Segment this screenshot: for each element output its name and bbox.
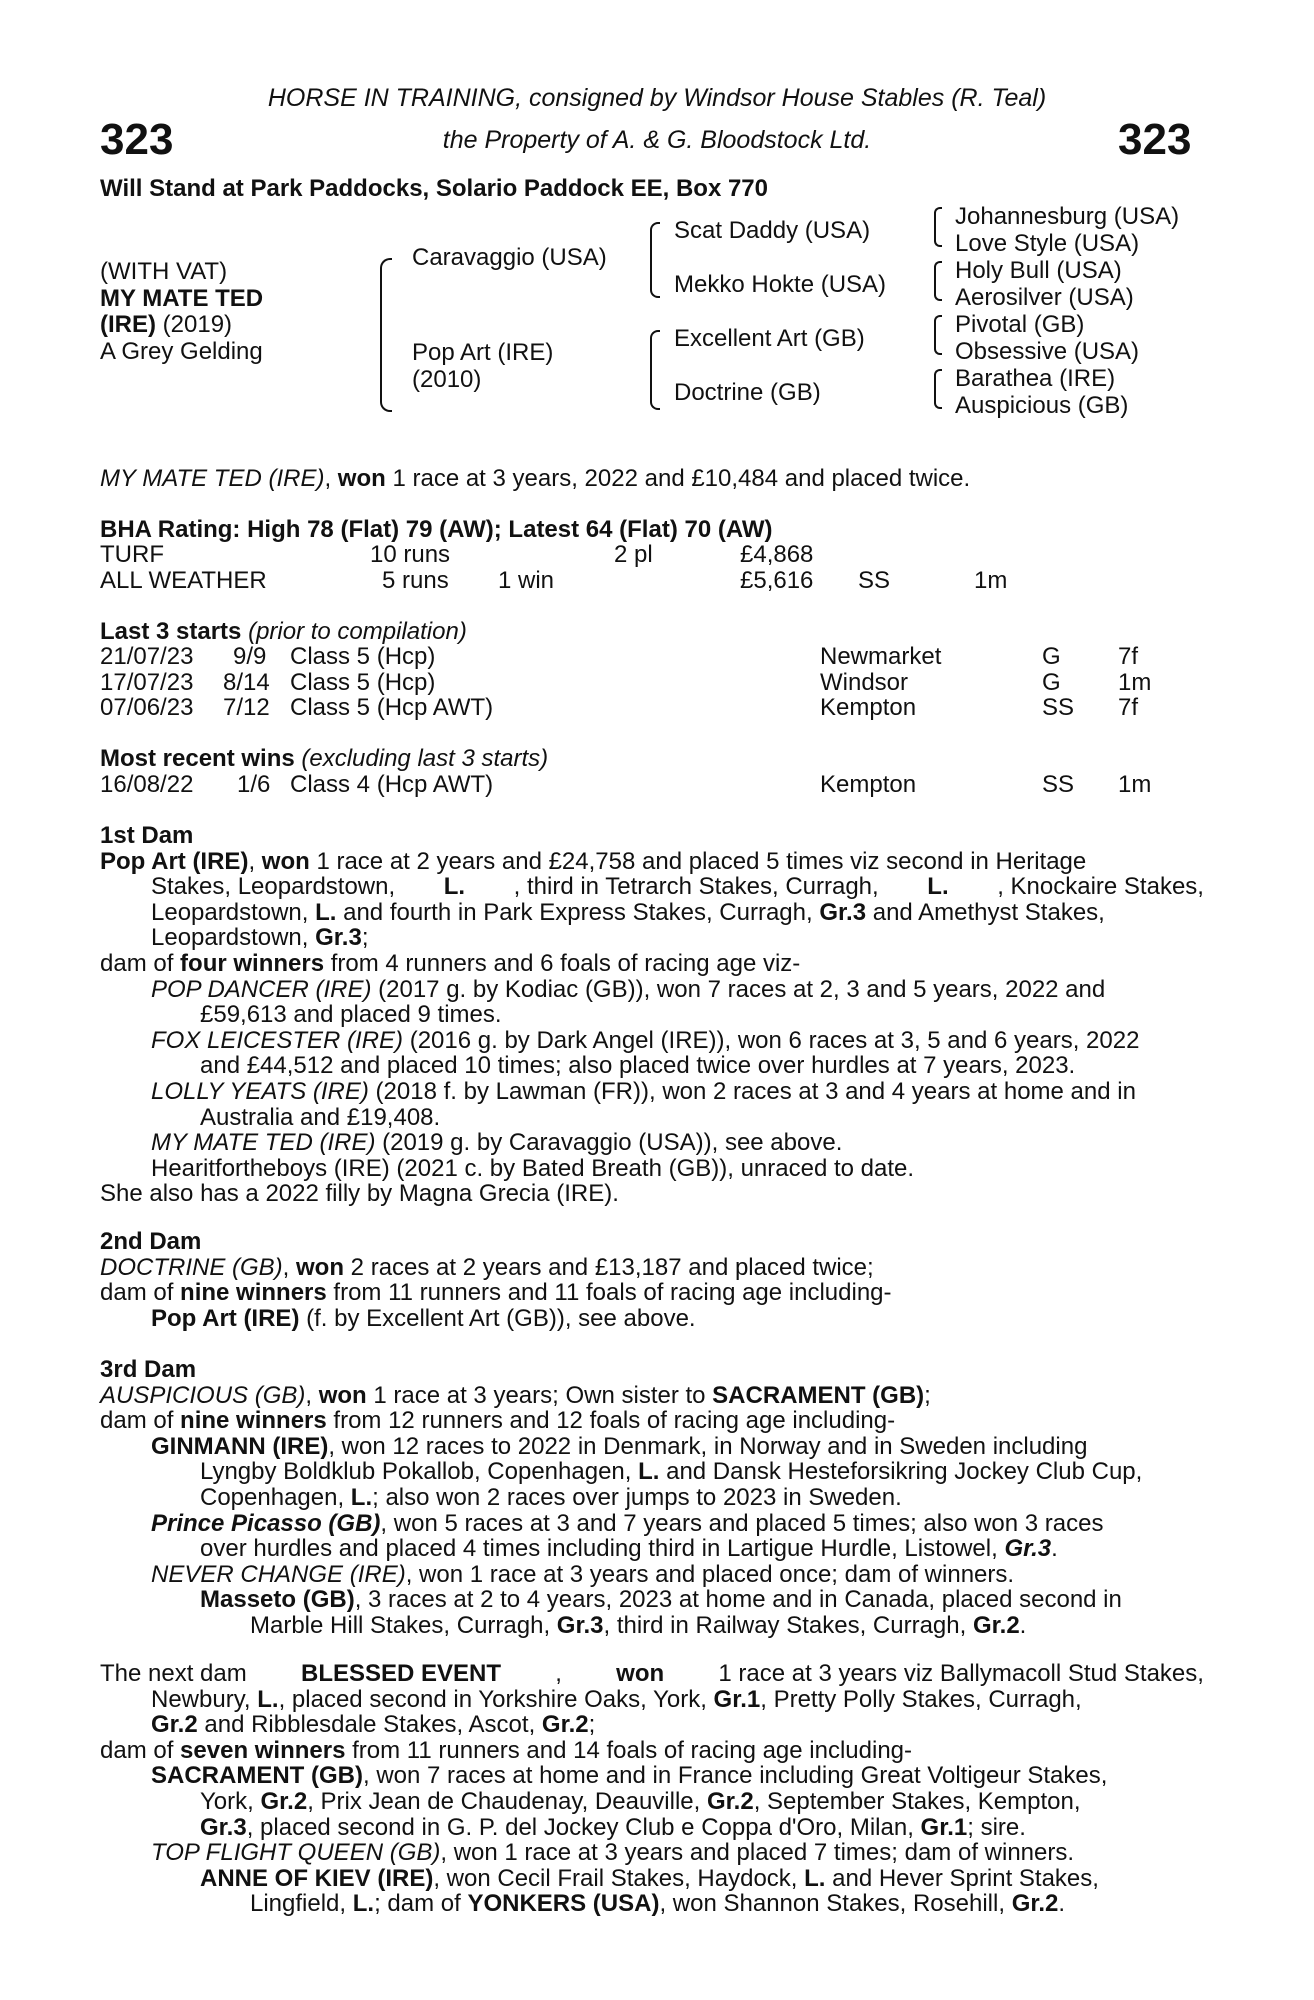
first-dam-heading: 1st Dam xyxy=(100,822,194,849)
start-pos: 8/14 xyxy=(223,668,270,696)
t: Marble Hill Stakes, Curragh, xyxy=(250,1611,557,1639)
t: Lyngby Boldklub Pokallob, Copenhagen, xyxy=(200,1458,639,1486)
t: L. xyxy=(804,1864,826,1892)
top-flight-queen xyxy=(100,1840,1204,1866)
last3-table xyxy=(100,644,1200,722)
t: seven winners xyxy=(180,1736,346,1764)
start-pos: 9/9 xyxy=(233,643,267,670)
t: , won Cecil Frail Stakes, Haydock, xyxy=(433,1864,805,1892)
t: , won 12 races to 2022 in Denmark, in Norway and in Sweden including xyxy=(328,1432,1088,1460)
next-dam-line1 xyxy=(100,1661,1204,1687)
last3-title: Last 3 starts xyxy=(100,618,242,645)
t: York, xyxy=(200,1787,261,1815)
t: (2017 g. by Kodiac (GB)), won 7 races at 2, 3 and 5 years, 2022 and xyxy=(371,975,1106,1003)
t: ; xyxy=(361,924,369,952)
t: won xyxy=(296,1253,345,1281)
gen3-2: Love Style (USA) xyxy=(955,230,1140,257)
t: and Hever Sprint Stakes, xyxy=(825,1864,1099,1892)
t: POP DANCER (IRE) xyxy=(151,975,372,1003)
dam: Pop Art (IRE) xyxy=(412,339,554,366)
recent-table xyxy=(100,772,1200,798)
third-dam-heading: 3rd Dam xyxy=(100,1356,197,1383)
first-dam-section xyxy=(100,823,1204,1207)
t: , placed second in G. P. del Jockey Club e Coppa d'Oro, Milan, xyxy=(246,1813,921,1841)
win-date: 16/08/22 xyxy=(100,771,194,798)
second-dam-section xyxy=(100,1229,1204,1331)
offspring-3-cont: Australia and £19,408. xyxy=(200,1103,441,1131)
first-dam-line4 xyxy=(100,925,1204,951)
start-date: 21/07/23 xyxy=(100,643,194,670)
pedigree-brace-sire xyxy=(650,222,660,298)
ginmann-2 xyxy=(100,1459,1204,1485)
sire-dam: Mekko Hokte (USA) xyxy=(674,271,887,298)
t: from 4 runners and 6 foals of racing age viz- xyxy=(324,949,801,977)
offspring-4 xyxy=(100,1130,1204,1156)
bha-rating: BHA Rating: High 78 (Flat) 79 (AW); Latest 64 (Flat) 70 (AW) xyxy=(100,516,773,543)
offspring-1 xyxy=(100,977,1204,1003)
dam-dam: Doctrine (GB) xyxy=(674,379,821,406)
t: Leopardstown, xyxy=(151,898,316,926)
t: L. xyxy=(315,898,337,926)
t: from 11 runners and 14 foals of racing age including- xyxy=(345,1736,913,1764)
t: Gr.2 xyxy=(972,1611,1020,1639)
recent-heading xyxy=(100,746,548,772)
pedigree-brace-g3-4 xyxy=(934,369,942,409)
t: Prince Picasso (GB) xyxy=(151,1509,381,1537)
t: MY MATE TED (IRE) xyxy=(151,1129,376,1157)
t: Gr.3 xyxy=(200,1813,247,1841)
t: Leopardstown, xyxy=(151,924,316,952)
t: DOCTRINE (GB) xyxy=(100,1253,283,1281)
second-dam-heading: 2nd Dam xyxy=(100,1228,202,1255)
dam-year: (2010) xyxy=(412,366,482,393)
t: (2019 g. by Caravaggio (USA)), see above. xyxy=(375,1129,843,1157)
t: YONKERS (USA) xyxy=(467,1890,660,1918)
start-row xyxy=(100,695,1200,721)
t: , won 7 races at home and in France including Great Voltigeur Stakes, xyxy=(362,1762,1108,1790)
t: , Pretty Polly Stakes, Curragh, xyxy=(760,1685,1082,1713)
rating-surface: ALL WEATHER xyxy=(100,566,267,594)
race-summary: MY MATE TED (IRE), won 1 race at 3 years, 2022 and £10,484 and placed twice. xyxy=(100,465,971,492)
t: Gr.2 xyxy=(706,1787,754,1815)
t: SACRAMENT (GB) xyxy=(712,1381,925,1409)
start-going: G xyxy=(1042,668,1061,696)
t: Gr.3 xyxy=(1004,1535,1052,1563)
rating-going: SS xyxy=(858,566,891,594)
rating-prize: £4,868 xyxy=(740,541,814,568)
summary-won: won xyxy=(337,465,386,492)
start-dist: 7f xyxy=(1118,643,1139,670)
t: , 3 races at 2 to 4 years, 2023 at home and in Canada, placed second in xyxy=(354,1586,1122,1614)
sire: Caravaggio (USA) xyxy=(412,244,607,271)
t: nine winners xyxy=(180,1407,327,1435)
sire-sire: Scat Daddy (USA) xyxy=(674,217,871,244)
t: , Knockaire Stakes, xyxy=(997,873,1204,901)
t: Gr.2 xyxy=(151,1711,198,1739)
next-dam-line3 xyxy=(100,1712,1204,1738)
start-course: Windsor xyxy=(820,668,909,696)
picasso-1 xyxy=(100,1511,1204,1537)
t: GINMANN (IRE) xyxy=(151,1432,329,1460)
t: from 12 runners and 12 foals of racing age including- xyxy=(326,1407,896,1435)
t: (2016 g. by Dark Angel (IRE)), won 6 races at 3, 5 and 6 years, 2022 xyxy=(403,1026,1140,1054)
t: and Ribblesdale Stakes, Ascot, xyxy=(197,1711,542,1739)
t: L. xyxy=(927,873,949,901)
t: NEVER CHANGE (IRE) xyxy=(151,1560,406,1588)
anne-of-kiev-2 xyxy=(100,1891,1204,1917)
horse-name: MY MATE TED xyxy=(100,285,264,312)
t: Gr.2 xyxy=(1011,1890,1059,1918)
t: , xyxy=(305,1381,319,1409)
t: Gr.3 xyxy=(315,924,362,952)
t: BLESSED EVENT xyxy=(300,1660,502,1687)
gen3-7: Barathea (IRE) xyxy=(955,365,1116,392)
t: won xyxy=(616,1660,665,1687)
start-going: G xyxy=(1042,643,1061,670)
last3-heading xyxy=(100,619,467,645)
first-dam-won: won xyxy=(261,847,310,875)
start-class: Class 5 (Hcp) xyxy=(290,643,436,670)
win-dist: 1m xyxy=(1118,771,1152,798)
gen3-5: Pivotal (GB) xyxy=(955,311,1085,338)
t: from 11 runners and 11 foals of racing age including- xyxy=(326,1279,892,1307)
t: , won 1 race at 3 years and placed 7 times; dam of winners. xyxy=(440,1839,1075,1867)
t: LOLLY YEATS (IRE) xyxy=(151,1077,369,1105)
start-class: Class 5 (Hcp AWT) xyxy=(290,694,494,722)
ginmann-3 xyxy=(100,1485,1204,1511)
t: , third in Tetrarch Stakes, Curragh, xyxy=(513,873,879,901)
ginmann-1 xyxy=(100,1434,1204,1460)
gen3-1: Johannesburg (USA) xyxy=(955,203,1180,230)
offspring-1-cont: £59,613 and placed 9 times. xyxy=(200,1001,502,1029)
t: won xyxy=(318,1381,367,1409)
t: (2018 f. by Lawman (FR)), won 2 races at 3 and 4 years at home and in xyxy=(368,1077,1136,1105)
second-dam-line1 xyxy=(100,1255,1204,1281)
t: L. xyxy=(638,1458,660,1486)
third-dam-line1 xyxy=(100,1383,1204,1409)
t: Gr.3 xyxy=(556,1611,604,1639)
anne-of-kiev-1 xyxy=(100,1866,1204,1892)
t: ; dam of xyxy=(374,1890,468,1918)
gen3-3: Holy Bull (USA) xyxy=(955,257,1122,284)
win-row xyxy=(100,772,1200,798)
t: FOX LEICESTER (IRE) xyxy=(151,1026,404,1054)
pedigree-brace-g3-2 xyxy=(934,261,942,301)
t: Pop Art (IRE) xyxy=(151,1304,300,1332)
t: dam of xyxy=(100,1736,181,1764)
horse-country: (IRE) xyxy=(100,311,156,338)
t: , September Stakes, Kempton, xyxy=(753,1787,1081,1815)
first-dam-text: 1 race at 2 years and £24,758 and placed 5 times viz second in Heritage xyxy=(309,847,1087,875)
t: and Amethyst Stakes, xyxy=(866,898,1105,926)
t: ; sire. xyxy=(967,1813,1026,1841)
t: , placed second in Yorkshire Oaks, York, xyxy=(278,1685,714,1713)
start-row xyxy=(100,644,1200,670)
t: Lingfield, xyxy=(250,1890,353,1918)
horse-description: A Grey Gelding xyxy=(100,338,263,365)
dam-sire: Excellent Art (GB) xyxy=(674,325,865,352)
vat-label: (WITH VAT) xyxy=(100,258,228,285)
t: and Dansk Hesteforsikring Jockey Club Cup, xyxy=(659,1458,1143,1486)
gen3-4: Aerosilver (USA) xyxy=(955,284,1134,311)
second-dam-line2 xyxy=(100,1280,1204,1306)
sacrament-1 xyxy=(100,1763,1204,1789)
t: dam of xyxy=(100,1407,181,1435)
t: , third in Railway Stakes, Curragh, xyxy=(603,1611,973,1639)
pedigree-brace-g3-1 xyxy=(934,207,942,247)
pedigree-brace-main xyxy=(380,258,392,412)
t: , Prix Jean de Chaudenay, Deauville, xyxy=(307,1787,707,1815)
gen3-6: Obsessive (USA) xyxy=(955,338,1140,365)
t: dam of xyxy=(100,949,181,977)
t: The next dam xyxy=(100,1660,247,1687)
start-date: 07/06/23 xyxy=(100,694,194,722)
recent-note: (excluding last 3 starts) xyxy=(294,745,549,772)
t: Gr.1 xyxy=(920,1813,968,1841)
lot-number-right: 323 xyxy=(1118,115,1192,164)
rating-surface: TURF xyxy=(100,541,164,568)
t: TOP FLIGHT QUEEN (GB) xyxy=(151,1839,441,1867)
t: dam of xyxy=(100,1279,181,1307)
t: . xyxy=(1019,1611,1027,1639)
start-class: Class 5 (Hcp) xyxy=(290,668,436,696)
offspring-2-cont: and £44,512 and placed 10 times; also placed twice over hurdles at 7 years, 2023. xyxy=(200,1052,1076,1080)
win-class: Class 4 (Hcp AWT) xyxy=(290,771,494,798)
t: ANNE OF KIEV (IRE) xyxy=(200,1864,434,1892)
t: four winners xyxy=(180,949,325,977)
t: , xyxy=(282,1253,297,1281)
first-dam-name: Pop Art (IRE) xyxy=(100,847,249,875)
t: Gr.3 xyxy=(819,898,867,926)
t: Gr.1 xyxy=(713,1685,761,1713)
first-dam-also: She also has a 2022 filly by Magna Grecia (IRE). xyxy=(100,1180,619,1208)
t: ; also won 2 races over jumps to 2023 in Sweden. xyxy=(372,1483,902,1511)
t: (f. by Excellent Art (GB)), see above. xyxy=(299,1304,696,1332)
t: Masseto (GB) xyxy=(200,1586,355,1614)
t: , xyxy=(555,1660,562,1687)
t: and fourth in Park Express Stakes, Curragh, xyxy=(336,898,820,926)
t: , won 1 race at 3 years and placed once; dam of winners. xyxy=(405,1560,1015,1588)
start-dist: 7f xyxy=(1118,694,1139,722)
summary-name: MY MATE TED (IRE) xyxy=(100,465,325,492)
masseto-2 xyxy=(100,1613,1204,1639)
t: . xyxy=(1051,1535,1058,1563)
recent-title: Most recent wins xyxy=(100,745,295,772)
offspring-2 xyxy=(100,1028,1204,1054)
rating-runs: 10 runs xyxy=(370,541,451,568)
next-dam-line4 xyxy=(100,1738,1204,1764)
lot-number-left: 323 xyxy=(100,115,174,164)
t: ; xyxy=(924,1381,931,1409)
rating-row-aw xyxy=(100,568,1200,594)
t: L. xyxy=(352,1890,375,1918)
horse-year: (2019) xyxy=(156,311,233,338)
t: AUSPICIOUS (GB) xyxy=(100,1381,306,1409)
next-dam-line2 xyxy=(100,1687,1204,1713)
t: . xyxy=(1058,1890,1066,1918)
first-dam-line3 xyxy=(100,900,1204,926)
t: ; xyxy=(588,1711,596,1739)
third-dam-line2 xyxy=(100,1408,1204,1434)
t: Gr.2 xyxy=(541,1711,589,1739)
first-dam-produce xyxy=(100,951,1204,977)
rating-table xyxy=(100,542,1200,594)
t: Gr.2 xyxy=(260,1787,308,1815)
next-dam-section xyxy=(100,1661,1204,1917)
t: , won 5 races at 3 and 7 years and placed 5 times; also won 3 races xyxy=(380,1509,1104,1537)
rating-wins: 1 win xyxy=(498,566,555,594)
third-dam-section xyxy=(100,1357,1204,1639)
t: over hurdles and placed 4 times including third in Lartigue Hurdle, Listowel, xyxy=(200,1535,1005,1563)
pedigree-brace-g3-3 xyxy=(934,315,942,355)
never-change xyxy=(100,1562,1204,1588)
start-row xyxy=(100,670,1200,696)
start-course: Kempton xyxy=(820,694,917,722)
win-going: SS xyxy=(1042,771,1075,798)
t: L. xyxy=(350,1483,373,1511)
masseto-1 xyxy=(100,1587,1204,1613)
summary-rest: 1 race at 3 years, 2022 and £10,484 and placed twice. xyxy=(385,465,971,492)
horse-name-line2 xyxy=(100,312,232,338)
t: 1 race at 3 years; Own sister to xyxy=(366,1381,713,1409)
win-pos: 1/6 xyxy=(237,771,271,798)
first-dam-line2 xyxy=(100,874,1204,900)
start-course: Newmarket xyxy=(820,643,942,670)
rating-runs: 5 runs xyxy=(382,566,449,594)
offspring-5: Hearitfortheboys (IRE) (2021 c. by Bated Breath (GB)), unraced to date. xyxy=(151,1154,915,1182)
second-dam-line3 xyxy=(100,1306,1204,1332)
start-date: 17/07/23 xyxy=(100,668,194,696)
t: Newbury, xyxy=(151,1685,258,1713)
first-dam-line1: Pop Art (IRE), won 1 race at 2 years and £24,758 and placed 5 times viz second in Heritage xyxy=(100,847,1087,875)
t: L. xyxy=(257,1685,279,1713)
t: , won Shannon Stakes, Rosehill, xyxy=(659,1890,1012,1918)
t: nine winners xyxy=(180,1279,327,1307)
property-line: the Property of A. & G. Bloodstock Ltd. xyxy=(442,126,872,154)
sacrament-2 xyxy=(100,1789,1204,1815)
start-pos: 7/12 xyxy=(223,694,270,722)
rating-dist: 1m xyxy=(974,566,1008,594)
rating-prize: £5,616 xyxy=(740,566,814,594)
t: 1 race at 3 years viz Ballymacoll Stud Stakes, xyxy=(718,1660,1204,1687)
sacrament-3 xyxy=(100,1815,1204,1841)
t: L. xyxy=(443,873,466,901)
consigned-line: HORSE IN TRAINING, consigned by Windsor House Stables (R. Teal) xyxy=(267,84,1047,112)
last3-note: (prior to compilation) xyxy=(241,618,467,645)
start-dist: 1m xyxy=(1118,668,1152,696)
t: Stakes, Leopardstown, xyxy=(151,873,396,901)
t: 2 races at 2 years and £13,187 and placed twice; xyxy=(344,1253,874,1281)
gen3-8: Auspicious (GB) xyxy=(955,392,1129,419)
t: Copenhagen, xyxy=(200,1483,351,1511)
rating-placed: 2 pl xyxy=(614,541,653,568)
win-course: Kempton xyxy=(820,771,917,798)
start-going: SS xyxy=(1042,694,1075,722)
offspring-3 xyxy=(100,1079,1204,1105)
rating-row-turf xyxy=(100,542,1200,568)
t: SACRAMENT (GB) xyxy=(151,1762,363,1790)
picasso-2 xyxy=(100,1536,1204,1562)
pedigree-brace-dam xyxy=(650,330,660,410)
stand-line: Will Stand at Park Paddocks, Solario Paddock EE, Box 770 xyxy=(100,175,769,202)
